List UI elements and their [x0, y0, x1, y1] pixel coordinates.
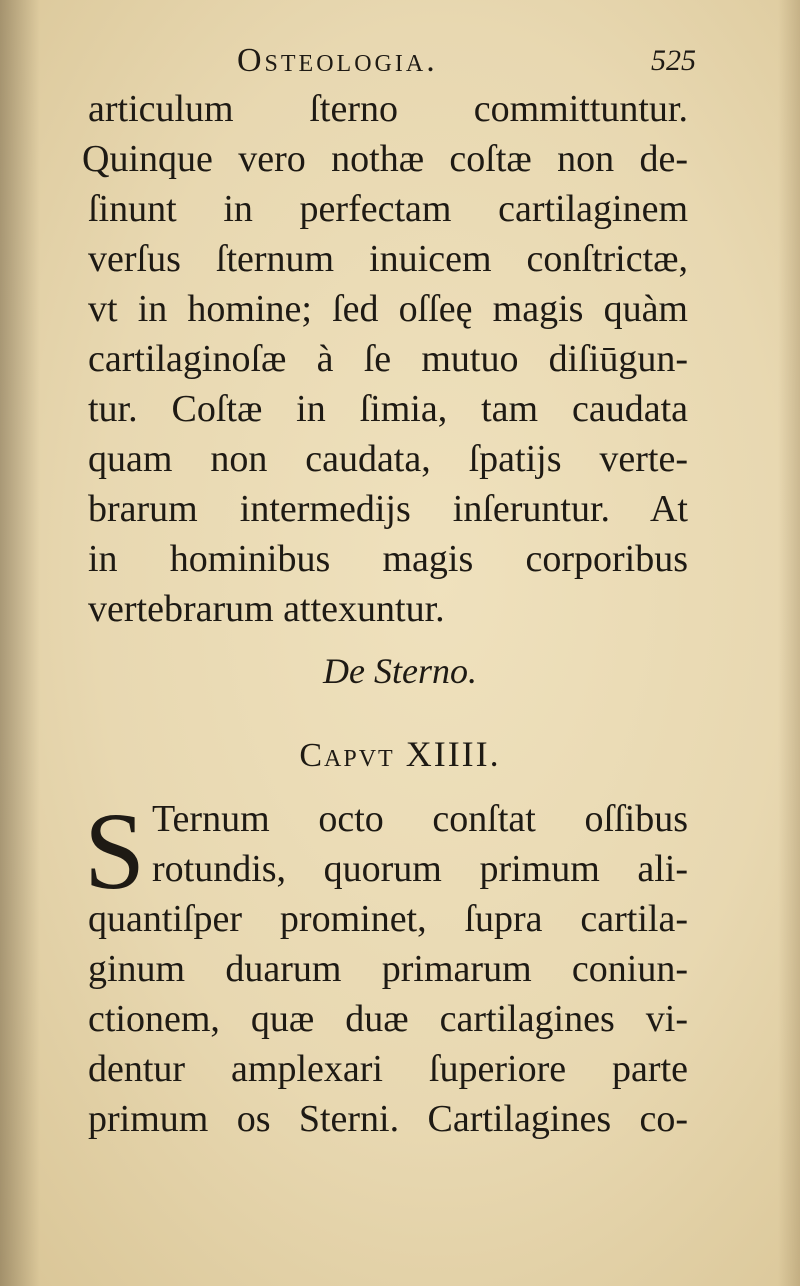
gutter-shadow	[0, 0, 40, 1286]
text-line: brarum intermedijs inſeruntur. At	[88, 488, 688, 530]
running-head	[92, 40, 708, 90]
chapter-heading	[0, 733, 800, 775]
chapter-label: Capvt	[299, 737, 395, 774]
running-title: Osteologia.	[237, 42, 438, 79]
text-line: tur. Coſtæ in ſimia, tam caudata	[88, 388, 688, 430]
page-number: 525	[651, 44, 696, 77]
text-line: verſus ſternum inuicem conſtrictæ,	[88, 238, 688, 280]
text-line: quam non caudata, ſpatijs verte-	[88, 438, 688, 480]
text-line: vertebrarum attexuntur.	[88, 588, 445, 630]
drop-cap: S	[84, 790, 146, 912]
text-line: quantiſper prominet, ſupra cartila-	[88, 898, 688, 940]
text-line: articulum ſterno committuntur.	[88, 88, 688, 130]
text-line: cartilaginoſæ à ſe mutuo diſiūgun-	[88, 338, 688, 380]
text-line: primum os Sterni. Cartilagines co-	[88, 1098, 688, 1140]
text-line: in hominibus magis corporibus	[88, 538, 688, 580]
text-line: vt in homine; ſed oſſeę magis quàm	[88, 288, 688, 330]
section-title: De Sterno.	[323, 651, 477, 691]
text-line: Ternum octo conſtat oſſibus	[152, 798, 688, 840]
text-line: rotundis, quorum primum ali-	[152, 848, 688, 890]
text-line: ginum duarum primarum coniun-	[88, 948, 688, 990]
chapter-number: XIIII.	[405, 734, 501, 774]
text-line: Quinque vero nothæ coſtæ non de-	[82, 138, 688, 180]
page-edge	[778, 0, 800, 1286]
text-line: ctionem, quæ duæ cartilagines vi-	[88, 998, 688, 1040]
text-line: dentur amplexari ſuperiore parte	[88, 1048, 688, 1090]
text-line: ſinunt in perfectam cartilaginem	[88, 188, 688, 230]
